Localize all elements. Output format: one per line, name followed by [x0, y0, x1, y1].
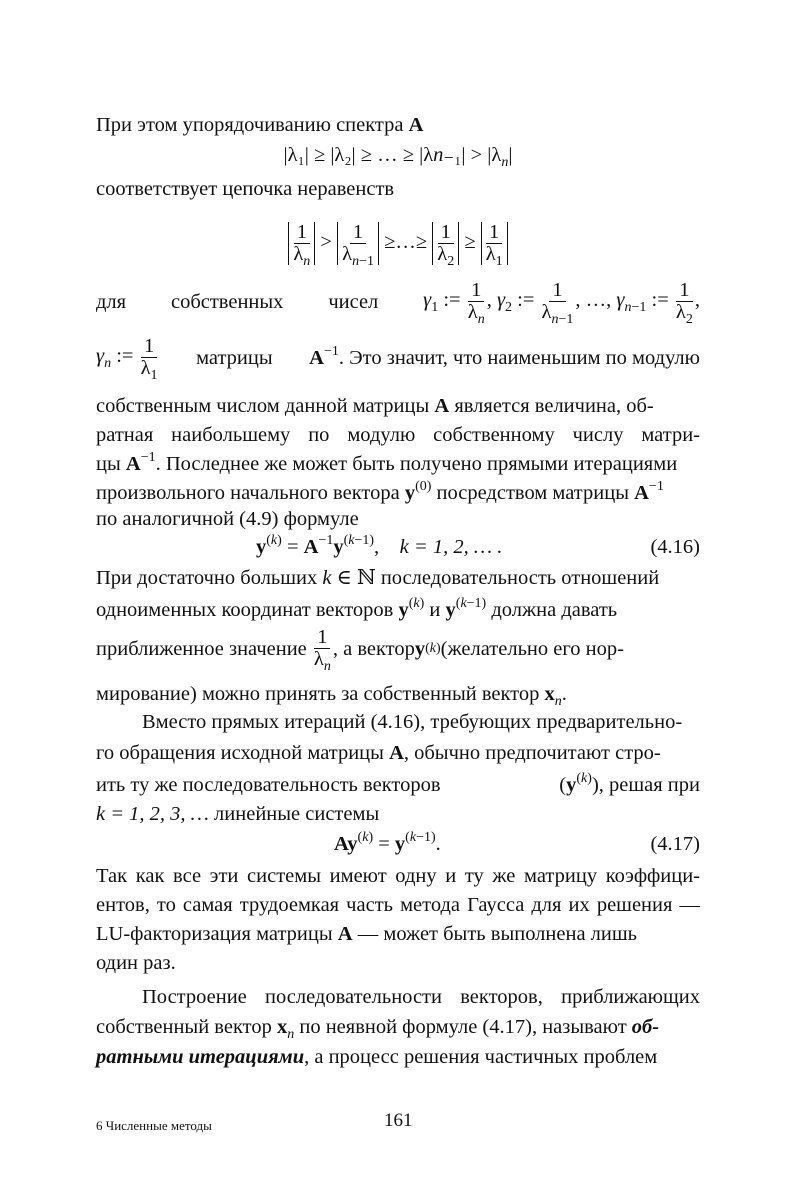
text-line: цы $A^{-1}$. Последнее же может быть получено прямыми итерациями [96, 450, 678, 475]
equation-number: (4.16) [650, 536, 700, 558]
formula-spectrum-order: |λ₁| ≥ |λ₂| ≥ … ≥ $|\lambda n_{-1}| > |\lambda_n|$ [283, 144, 513, 170]
text-line: k = 1, 2, 3, … линейные системы [96, 803, 380, 825]
formula-inequality-chain: $\frac{1}{\lambda_n}$ > $\frac{1}{\lambda_{n-1}}$ ≥…≥ $\frac{1}{\lambda_2}$ ≥ $\frac{1}{\lambda_1}$ [96, 222, 700, 265]
equation-number: (4.17) [650, 833, 700, 855]
text-line: для собственных чисел $\gamma_1$ := $\frac{1}{\lambda_n}$ , $\gamma_2$ := $\frac{1}{\lambda_{n-1}}$ , …, $\gamma_{n-1}$ := $\frac{1}{\lambda_2}$ , [96, 279, 700, 327]
text-line: При достаточно больших k ∈ ℕ последовательность отношений [96, 567, 660, 589]
text-line: Так как все эти системы имеют одну и ту же матрицу коэффици- [96, 865, 700, 887]
formula-gamma: $\gamma_1$ := $\frac{1}{\lambda_n}$ , $\gamma_2$ := $\frac{1}{\lambda_{n-1}}$ , …, $\gamma_{n-1}$ := $\frac{1}{\lambda_2}$ , [423, 279, 700, 327]
footer-chapter: 6 Численные методы [96, 1118, 212, 1133]
text-line: ентов, то самая трудоемкая часть метода Гаусса для их решения — [96, 894, 700, 916]
text-line: собственный вектор $x_n$ по неявной формуле (4.17), называют об- [96, 1016, 660, 1042]
text-line: LU-факторизация матрицы A — может быть выполнена лишь [96, 923, 638, 945]
text-line: один раз. [96, 952, 176, 974]
text-line: Построение последовательности векторов, приближающих [142, 986, 700, 1008]
text-line: одноименных координат векторов $y^{(k)}$ и $y^{(k-1)}$ должна давать [96, 596, 618, 621]
text-line: произвольного начального вектора $y^{(0)}$ посредством матрицы $A^{-1}$ [96, 479, 664, 504]
text-line: соответствует цепочка неравенств [96, 178, 395, 200]
text-line: $\gamma_n$ := $\frac{1}{\lambda_1}$ матрицы $A^{-1}$. Это значит, что наименьшим по модулю [96, 335, 700, 383]
text-line: ить ту же последовательность векторов $(y^{(k)})$, решая при [96, 771, 700, 796]
text-line: собственным числом данной матрицы A является величина, об- [96, 395, 654, 417]
text-line: ратная наибольшему по модулю собственному числу матри- [96, 424, 700, 446]
text-line: приближенное значение 1 $\lambda_n$ , а вектор y (k) (желательно его нор- [96, 626, 624, 674]
text-line: При этом упорядочиванию спектра A [96, 114, 424, 136]
text-line: го обращения исходной матрицы A, обычно предпочитают стро- [96, 742, 661, 764]
page-number: 161 [384, 1110, 413, 1131]
text-line: по аналогичной (4.9) формуле [96, 508, 359, 530]
text-line: Вместо прямых итераций (4.16), требующих предварительно- [142, 711, 683, 733]
text-line: ратными итерациями, а процесс решения частичных проблем [96, 1046, 658, 1068]
text-line: мирование) можно принять за собственный вектор $x_n$. [96, 683, 567, 709]
